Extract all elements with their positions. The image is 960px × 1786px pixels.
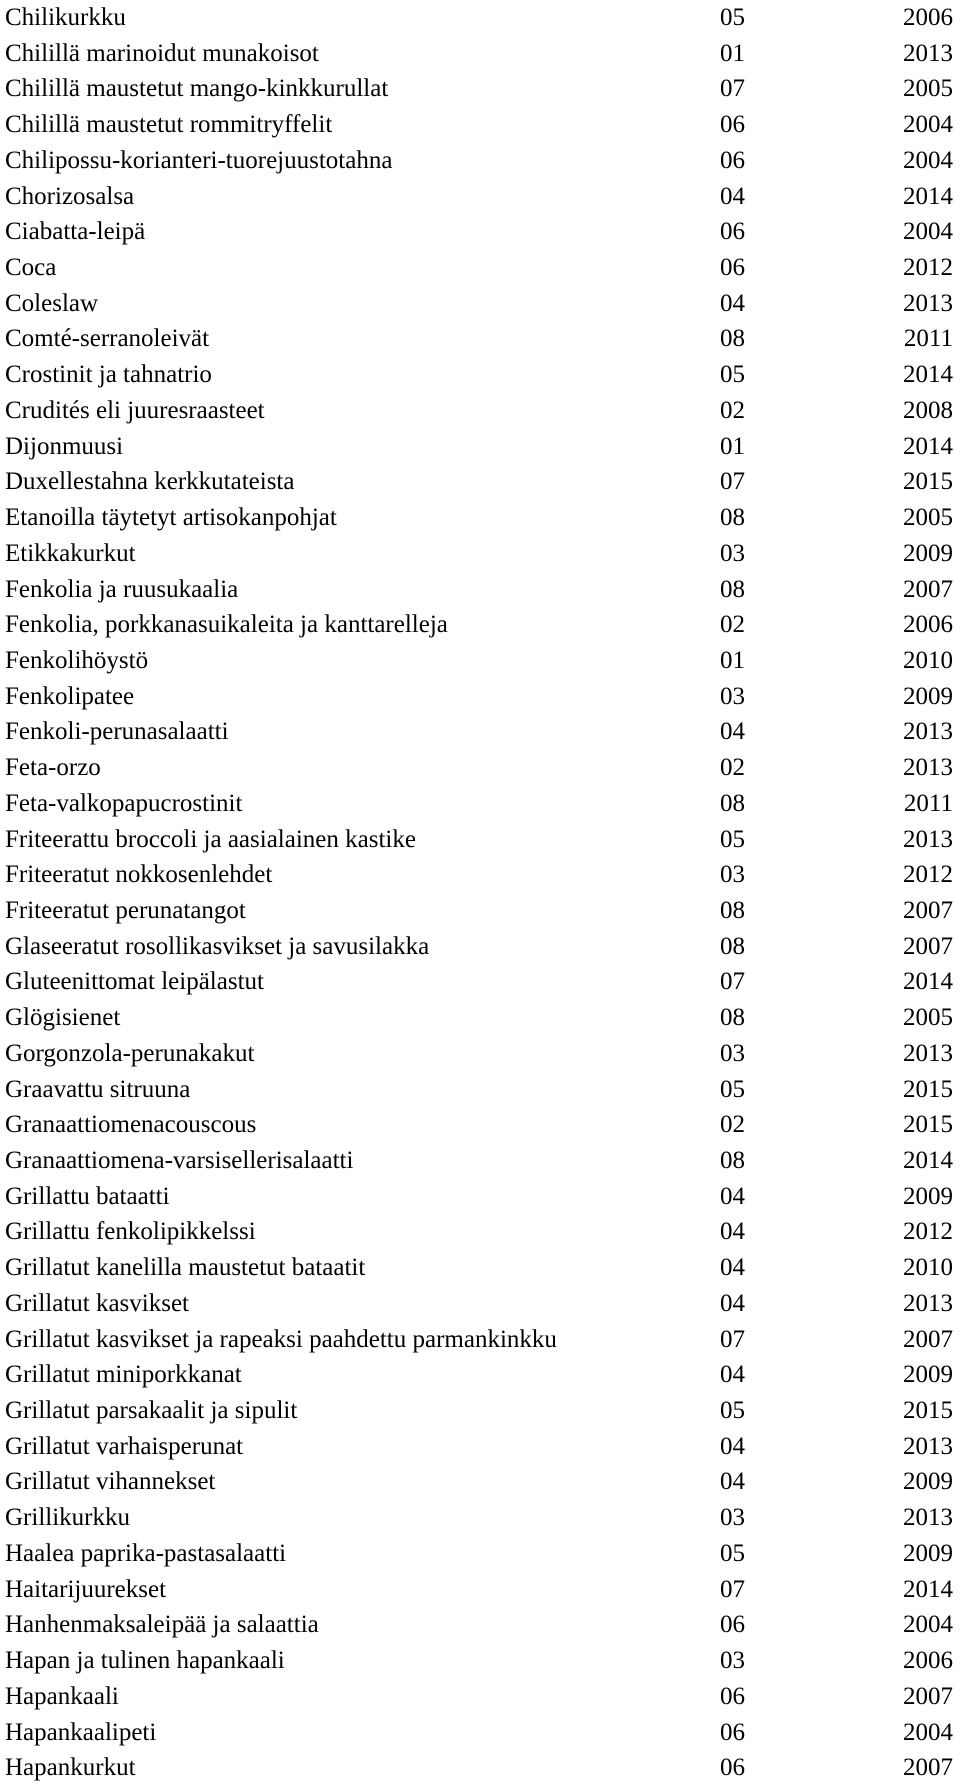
recipe-name: Fenkolia ja ruusukaalia	[5, 575, 239, 603]
recipe-name: Grillatut kasvikset	[5, 1289, 189, 1317]
recipe-name: Chilipossu-korianteri-tuorejuustotahna	[5, 146, 393, 174]
recipe-name: Hapankaali	[5, 1682, 119, 1710]
recipe-name: Granaattiomena-varsisellerisalaatti	[5, 1147, 354, 1174]
list-item	[0, 214, 960, 250]
issue-year: 2014	[903, 1147, 953, 1174]
issue-number: 03	[720, 1504, 745, 1532]
recipe-name: Chorizosalsa	[5, 182, 135, 210]
issue-year: 2009	[903, 539, 953, 567]
issue-number: 03	[720, 1039, 745, 1067]
issue-number: 07	[720, 75, 745, 103]
recipe-name: Haitarijuurekset	[5, 1575, 167, 1603]
issue-year: 2014	[903, 182, 953, 210]
issue-year: 2015	[903, 1111, 953, 1139]
recipe-name: Grillatut vihannekset	[5, 1468, 216, 1496]
issue-year: 2004	[903, 1611, 953, 1639]
issue-number: 05	[720, 1075, 745, 1103]
issue-number: 06	[720, 1611, 745, 1639]
issue-number: 06	[720, 111, 745, 139]
recipe-name: Grillatut varhaisperunat	[5, 1432, 244, 1460]
recipe-name: Coleslaw	[5, 289, 99, 317]
recipe-name: Chilikurkku	[5, 4, 126, 31]
list-item	[0, 1500, 960, 1536]
list-item	[0, 321, 960, 357]
list-item	[0, 1429, 960, 1465]
issue-number: 03	[720, 539, 745, 567]
issue-number: 02	[720, 396, 745, 424]
issue-year: 2014	[903, 432, 953, 460]
issue-number: 04	[720, 1432, 745, 1460]
issue-year: 2015	[903, 1397, 953, 1425]
issue-number: 06	[720, 1682, 745, 1710]
issue-number: 06	[720, 146, 745, 174]
issue-year: 2014	[903, 1575, 953, 1603]
issue-number: 01	[720, 39, 745, 67]
list-item	[0, 1250, 960, 1286]
issue-year: 2013	[903, 718, 953, 746]
list-item	[0, 357, 960, 393]
list-item	[0, 786, 960, 822]
issue-year: 2013	[903, 825, 953, 853]
recipe-name: Chilillä maustetut rommitryffelit	[5, 111, 333, 139]
list-item	[0, 1393, 960, 1429]
issue-number: 04	[720, 289, 745, 317]
recipe-name: Crostinit ja tahnatrio	[5, 361, 212, 389]
recipe-name: Etikkakurkut	[5, 539, 136, 567]
list-item	[0, 1143, 960, 1179]
list-item	[0, 1036, 960, 1072]
issue-number: 05	[720, 825, 745, 853]
issue-number: 07	[720, 968, 745, 996]
issue-year: 2005	[903, 1004, 953, 1032]
issue-number: 04	[720, 1361, 745, 1389]
issue-year: 2007	[903, 932, 953, 960]
issue-number: 03	[720, 1647, 745, 1675]
recipe-name: Coca	[5, 254, 57, 282]
recipe-name: Grillattu bataatti	[5, 1182, 170, 1210]
recipe-name: Feta-valkopapucrostinit	[5, 789, 243, 817]
list-item	[0, 857, 960, 893]
recipe-name: Grillatut parsakaalit ja sipulit	[5, 1397, 298, 1425]
recipe-name: Comté-serranoleivät	[5, 325, 210, 353]
issue-year: 2013	[903, 754, 953, 782]
issue-number: 03	[720, 861, 745, 889]
issue-year: 2012	[903, 254, 953, 282]
issue-year: 2015	[903, 1075, 953, 1103]
issue-number: 08	[720, 932, 745, 960]
list-item	[0, 1750, 960, 1786]
list-item	[0, 1000, 960, 1036]
issue-year: 2014	[903, 361, 953, 389]
issue-year: 2005	[903, 75, 953, 103]
issue-number: 04	[720, 182, 745, 210]
issue-number: 07	[720, 1325, 745, 1353]
recipe-name: Ciabatta-leipä	[5, 218, 146, 246]
recipe-name: Hapan ja tulinen hapankaali	[5, 1647, 285, 1675]
list-item	[0, 286, 960, 322]
issue-year: 2007	[903, 1754, 953, 1782]
issue-number: 05	[720, 1397, 745, 1425]
issue-year: 2004	[903, 218, 953, 246]
recipe-name: Etanoilla täytetyt artisokanpohjat	[5, 504, 337, 532]
issue-year: 2009	[903, 1468, 953, 1496]
issue-number: 06	[720, 218, 745, 246]
list-item	[0, 500, 960, 536]
list-item	[0, 750, 960, 786]
issue-year: 2012	[903, 861, 953, 889]
recipe-name: Fenkolipatee	[5, 682, 135, 710]
recipe-name: Chilillä maustetut mango-kinkkurullat	[5, 75, 389, 103]
list-item	[0, 643, 960, 679]
issue-year: 2015	[903, 468, 953, 496]
list-item	[0, 1715, 960, 1751]
issue-number: 06	[720, 254, 745, 282]
issue-year: 2007	[903, 896, 953, 924]
issue-year: 2008	[903, 396, 953, 424]
list-item	[0, 179, 960, 215]
issue-year: 2013	[903, 39, 953, 67]
issue-year: 2013	[903, 1289, 953, 1317]
list-item	[0, 929, 960, 965]
issue-year: 2009	[903, 682, 953, 710]
list-item	[0, 1679, 960, 1715]
list-item	[0, 679, 960, 715]
list-item	[0, 250, 960, 286]
issue-number: 02	[720, 611, 745, 639]
issue-number: 05	[720, 4, 745, 31]
recipe-name: Glaseeratut rosollikasvikset ja savusilakka	[5, 932, 430, 960]
issue-year: 2013	[903, 1432, 953, 1460]
issue-number: 08	[720, 575, 745, 603]
list-item	[0, 1107, 960, 1143]
issue-year: 2010	[903, 646, 953, 674]
issue-number: 08	[720, 1004, 745, 1032]
issue-number: 04	[720, 1254, 745, 1282]
list-item	[0, 71, 960, 107]
list-item	[0, 1214, 960, 1250]
issue-year: 2009	[903, 1182, 953, 1210]
recipe-name: Fenkolia, porkkanasuikaleita ja kanttarelleja	[5, 611, 448, 639]
issue-year: 2009	[903, 1361, 953, 1389]
issue-year: 2006	[903, 611, 953, 639]
issue-year: 2013	[903, 1039, 953, 1067]
issue-number: 08	[720, 1147, 745, 1174]
issue-year: 2012	[903, 1218, 953, 1246]
list-item	[0, 536, 960, 572]
list-item	[0, 714, 960, 750]
issue-year: 2011	[903, 789, 953, 817]
list-item	[0, 1179, 960, 1215]
list-item	[0, 822, 960, 858]
issue-year: 2006	[903, 4, 953, 31]
list-item	[0, 36, 960, 72]
issue-year: 2013	[903, 1504, 953, 1532]
issue-year: 2011	[903, 325, 953, 353]
recipe-name: Feta-orzo	[5, 754, 101, 782]
recipe-name: Grillatut kanelilla maustetut bataatit	[5, 1254, 366, 1282]
issue-number: 08	[720, 325, 745, 353]
recipe-name: Friteeratut perunatangot	[5, 896, 246, 924]
list-item	[0, 107, 960, 143]
list-item	[0, 607, 960, 643]
issue-year: 2010	[903, 1254, 953, 1282]
list-item	[0, 1607, 960, 1643]
recipe-name: Glögisienet	[5, 1004, 121, 1032]
issue-number: 02	[720, 754, 745, 782]
issue-year: 2007	[903, 1325, 953, 1353]
recipe-name: Duxellestahna kerkkutateista	[5, 468, 295, 496]
recipe-name: Grillattu fenkolipikkelssi	[5, 1218, 256, 1246]
issue-number: 07	[720, 468, 745, 496]
list-item	[0, 0, 960, 36]
list-item	[0, 1072, 960, 1108]
list-item	[0, 1643, 960, 1679]
issue-number: 07	[720, 1575, 745, 1603]
issue-year: 2004	[903, 1718, 953, 1746]
issue-year: 2004	[903, 111, 953, 139]
recipe-name: Gorgonzola-perunakakut	[5, 1039, 255, 1067]
list-item	[0, 572, 960, 608]
issue-number: 04	[720, 1289, 745, 1317]
recipe-name: Dijonmuusi	[5, 432, 124, 460]
list-item	[0, 464, 960, 500]
issue-number: 04	[720, 718, 745, 746]
recipe-name: Grillatut miniporkkanat	[5, 1361, 242, 1389]
issue-number: 04	[720, 1182, 745, 1210]
issue-number: 04	[720, 1218, 745, 1246]
issue-year: 2007	[903, 1682, 953, 1710]
recipe-name: Gluteenittomat leipälastut	[5, 968, 264, 996]
issue-year: 2005	[903, 504, 953, 532]
issue-year: 2004	[903, 146, 953, 174]
recipe-name: Hapankaalipeti	[5, 1718, 157, 1746]
issue-number: 04	[720, 1468, 745, 1496]
issue-year: 2013	[903, 289, 953, 317]
list-item	[0, 893, 960, 929]
list-item	[0, 429, 960, 465]
issue-number: 08	[720, 789, 745, 817]
recipe-name: Grillikurkku	[5, 1504, 130, 1532]
recipe-name: Hapankurkut	[5, 1754, 136, 1782]
issue-number: 08	[720, 896, 745, 924]
recipe-name: Grillatut kasvikset ja rapeaksi paahdettu parmankinkku	[5, 1325, 557, 1353]
issue-number: 02	[720, 1111, 745, 1139]
issue-number: 03	[720, 682, 745, 710]
recipe-name: Granaattiomenacouscous	[5, 1111, 257, 1139]
list-item	[0, 1572, 960, 1608]
list-item	[0, 143, 960, 179]
issue-number: 01	[720, 432, 745, 460]
recipe-name: Haalea paprika-pastasalaatti	[5, 1539, 287, 1567]
issue-year: 2007	[903, 575, 953, 603]
recipe-name: Fenkolihöystö	[5, 646, 149, 674]
issue-number: 01	[720, 646, 745, 674]
list-item	[0, 1464, 960, 1500]
recipe-name: Hanhenmaksaleipää ja salaattia	[5, 1611, 319, 1639]
recipe-name: Crudités eli juuresraasteet	[5, 396, 265, 424]
list-item	[0, 1536, 960, 1572]
issue-year: 2014	[903, 968, 953, 996]
list-item	[0, 1322, 960, 1358]
recipe-name: Graavattu sitruuna	[5, 1075, 191, 1103]
recipe-name: Friteerattu broccoli ja aasialainen kastike	[5, 825, 416, 853]
issue-year: 2009	[903, 1539, 953, 1567]
issue-number: 05	[720, 361, 745, 389]
recipe-name: Friteeratut nokkosenlehdet	[5, 861, 273, 889]
list-item	[0, 393, 960, 429]
issue-number: 08	[720, 504, 745, 532]
list-item	[0, 1286, 960, 1322]
recipe-name: Chilillä marinoidut munakoisot	[5, 39, 319, 67]
issue-number: 06	[720, 1754, 745, 1782]
issue-number: 05	[720, 1539, 745, 1567]
issue-number: 06	[720, 1718, 745, 1746]
recipe-name: Fenkoli-perunasalaatti	[5, 718, 229, 746]
list-item	[0, 1357, 960, 1393]
list-item	[0, 964, 960, 1000]
issue-year: 2006	[903, 1647, 953, 1675]
